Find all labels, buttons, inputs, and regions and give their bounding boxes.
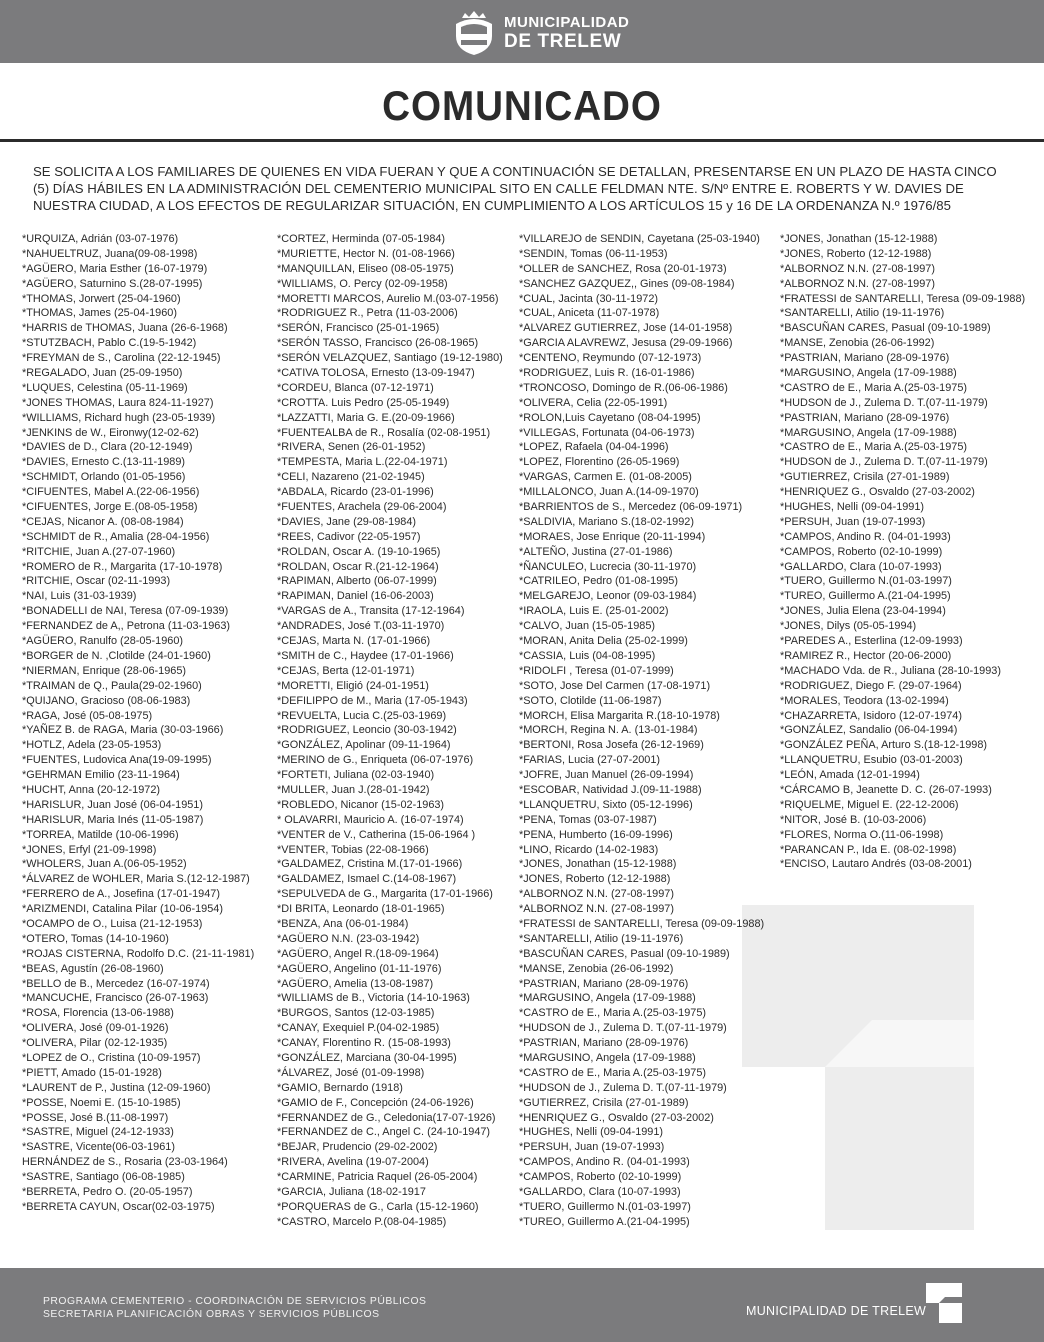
name-entry: *PASTRIAN, Mariano (28-09-1976): [519, 1037, 689, 1050]
name-entry: *HUGHES, Nelli (09-04-1991): [519, 1126, 664, 1139]
name-entry: *FERNANDEZ de A,, Petrona (11-03-1963): [22, 620, 231, 633]
name-entry: *ROSA, Florencia (13-06-1988): [22, 1007, 174, 1020]
name-entry: *HUGHES, Nelli (09-04-1991): [780, 501, 925, 514]
name-entry: *ÁLVAREZ, José (01-09-1998): [277, 1066, 425, 1079]
name-entry: *SASTRE, Santiago (06-08-1985): [22, 1171, 185, 1184]
name-entry: *PENA, Tomas (03-07-1987): [519, 813, 657, 826]
name-entry: *JONES THOMAS, Laura 824-11-1927): [22, 396, 214, 409]
name-entry: *PASTRIAN, Mariano (28-09-1976): [519, 977, 689, 990]
name-entry: *ROJAS CISTERNA, Rodolfo D.C. (21-11-1981): [22, 947, 255, 960]
name-entry: *TUERO, Guillermo N.(01-03-1997): [519, 1200, 691, 1213]
name-entry: *URQUIZA, Adrián (03-07-1976): [22, 233, 179, 245]
name-entry: *CASTRO de E., Maria A.(25-03-1975): [780, 441, 968, 454]
name-entry: *SCHMIDT, Orlando (01-05-1956): [22, 471, 186, 484]
name-entry: *RODRIGUEZ, Luis R. (16-01-1986): [519, 367, 695, 380]
name-entry: *PORQUERAS de G., Carla (15-12-1960): [277, 1200, 479, 1213]
name-entry: *AGÜERO, Angelino (01-11-1976): [277, 962, 442, 975]
name-entry: *FREYMAN de S., Carolina (22-12-1945): [22, 352, 221, 365]
name-entry: *ÑANCULEO, Lucrecia (30-11-1970): [519, 560, 697, 573]
name-entry: *RODRIGUEZ, Diego F. (29-07-1964): [780, 679, 962, 692]
name-entry: *BEAS, Agustín (26-08-1960): [22, 962, 164, 975]
name-entry: *GUTIERREZ, Crisila (27-01-1989): [519, 1096, 689, 1109]
name-entry: *SOTO, Clotilde (11-06-1987): [519, 694, 662, 707]
name-entry: *REGALADO, Juan (25-09-1950): [22, 367, 183, 380]
name-entry: *HUDSON de J., Zulema D. T.(07-11-1979): [519, 1081, 727, 1094]
name-entry: *TUREO, Guillermo A.(21-04-1995): [780, 590, 951, 603]
name-entry: *MARGUSINO, Angela (17-09-1988): [519, 992, 696, 1005]
name-entry: *TUREO, Guillermo A.(21-04-1995): [519, 1215, 690, 1228]
name-entry: *NIERMAN, Enrique (28-06-1965): [22, 664, 187, 677]
name-entry: *FUENTES, Arachela (29-06-2004): [277, 501, 447, 514]
name-entry: *NITOR, José B. (10-03-2006): [780, 813, 927, 826]
name-entry: *WILLIAMS de B., Victoria (14-10-1963): [277, 992, 470, 1005]
name-entry: *CORTEZ, Herminda (07-05-1984): [277, 233, 446, 245]
name-entry: *SCHMIDT de R., Amalia (28-04-1956): [22, 530, 210, 543]
name-entry: *CUAL, Jacinta (30-11-1972): [519, 292, 659, 305]
names-column-4: [780, 232, 1025, 872]
name-entry: *HUCHT, Anna (20-12-1972): [22, 783, 161, 796]
name-entry: *DEFILIPPO de M., Maria (17-05-1943): [277, 694, 468, 707]
name-entry: *AGÜERO, Maria Esther (16-07-1979): [22, 262, 208, 275]
name-entry: *RAPIMAN, Alberto (06-07-1999): [277, 575, 437, 588]
name-entry: *CASTRO de E., Maria A.(25-03-1975): [780, 381, 968, 394]
name-entry: *WILLIAMS, Richard hugh (23-05-1939): [22, 411, 216, 424]
name-entry: *PENA, Humberto (16-09-1996): [519, 828, 673, 841]
name-entry: *JENKINS de W., Eironwy(12-02-62): [22, 426, 199, 439]
name-entry: *IRAOLA, Luis E. (25-01-2002): [519, 605, 669, 618]
name-entry: *STUTZBACH, Pablo C.(19-5-1942): [22, 337, 197, 350]
name-entry: *WILLIAMS, O. Percy (02-09-1958): [277, 277, 448, 290]
names-column-1: [22, 232, 254, 1215]
name-entry: *FRATESSI de SANTARELLI, Teresa (09-09-1988): [519, 917, 765, 930]
trelew-t-watermark-icon: [742, 905, 974, 1230]
name-entry: *MURIETTE, Hector N. (01-08-1966): [277, 247, 455, 260]
footer-line1: PROGRAMA CEMENTERIO - COORDINACIÓN DE SERVICIOS PÚBLICOS: [43, 1296, 427, 1307]
name-entry: *CASTRO, Marcelo P.(08-04-1985): [277, 1215, 447, 1228]
name-entry: *CANAY, Exequiel P.(04-02-1985): [277, 1022, 440, 1035]
name-entry: *SERÓN VELAZQUEZ, Santiago (19-12-1980): [277, 352, 503, 365]
header-bar: [0, 0, 1044, 63]
name-entry: *VARGAS de A., Transita (17-12-1964): [277, 605, 465, 618]
names-column-2: [277, 232, 503, 1230]
name-entry: *BEJAR, Prudencio (29-02-2002): [277, 1141, 438, 1154]
name-entry: *OCAMPO de O., Luisa (21-12-1953): [22, 917, 203, 930]
name-entry: *GALLARDO, Clara (10-07-1993): [780, 560, 942, 573]
name-entry: *HOTLZ, Adela (23-05-1953): [22, 739, 162, 752]
name-entry: *NAI, Luis (31-03-1939): [22, 590, 137, 603]
names-column-3: [519, 232, 764, 1230]
name-entry: *BORGER de N. ,Clotilde (24-01-1960): [22, 649, 211, 662]
name-entry: *RITCHIE, Oscar (02-11-1993): [22, 575, 171, 588]
name-entry: *GONZÁLEZ, Marciana (30-04-1995): [277, 1051, 457, 1064]
name-entry: *MORETTI MARCOS, Aurelio M.(03-07-1956): [277, 292, 499, 305]
name-entry: *SALDIVIA, Mariano S.(18-02-1992): [519, 515, 694, 528]
name-entry: *HENRIQUEZ G., Osvaldo (27-03-2002): [519, 1111, 714, 1124]
name-entry: *PARANCAN P., Ida E. (08-02-1998): [780, 843, 957, 856]
name-entry: *ANDRADES, José T.(03-11-1970): [277, 620, 445, 633]
name-entry: *MORCH, Elisa Margarita R.(18-10-1978): [519, 709, 720, 722]
name-entry: *REES, Cadivor (22-05-1957): [277, 530, 421, 543]
name-entry: HERNÁNDEZ de S., Rosaria (23-03-1964): [22, 1156, 228, 1169]
header-line2: DE TRELEW: [504, 31, 622, 52]
name-entry: *LLANQUETRU, Esubio (03-01-2003): [780, 754, 963, 767]
name-entry: *LINO, Ricardo (14-02-1983): [519, 843, 659, 856]
name-entry: *TORREA, Matilde (10-06-1996): [22, 828, 179, 841]
name-entry: *HARISLUR, Juan José (06-04-1951): [22, 798, 203, 811]
name-entry: *CUAL, Aniceta (11-07-1978): [519, 307, 660, 320]
name-entry: *RAPIMAN, Daniel (16-06-2003): [277, 590, 434, 603]
name-entry: *DAVIES, Ernesto C.(13-11-1989): [22, 456, 186, 469]
name-entry: *AGÜERO N.N. (23-03-1942): [277, 932, 420, 945]
name-entry: *TUERO, Guillermo N.(01-03-1997): [780, 575, 952, 588]
name-entry: *SASTRE, Vicente(06-03-1961): [22, 1141, 175, 1154]
name-entry: *POSSE, Noemi E. (15-10-1985): [22, 1096, 181, 1109]
name-entry: *VILLAREJO de SENDIN, Cayetana (25-03-1940): [519, 233, 760, 245]
name-entry: *FLORES, Norma O.(11-06-1998): [780, 828, 944, 841]
name-entry: *AGÜERO, Angel R.(18-09-1964): [277, 947, 439, 960]
name-entry: *MORETTI, Eligió (24-01-1951): [277, 679, 429, 692]
name-entry: *MANSE, Zenobia (26-06-1992): [519, 962, 674, 975]
name-entry: *LUQUES, Celestina (05-11-1969): [22, 381, 188, 394]
name-entry: *RIVERA, Avelina (19-07-2004): [277, 1156, 429, 1169]
name-entry: *FERNANDEZ de G., Celedonia(17-07-1926): [277, 1111, 496, 1124]
name-entry: *SERÓN TASSO, Francisco (26-08-1965): [277, 337, 479, 350]
name-entry: *AGÜERO, Saturnino S.(28-07-1995): [22, 277, 203, 290]
name-entry: *TEMPESTA, Maria L.(22-04-1971): [277, 456, 448, 469]
name-entry: *RAGA, José (05-08-1975): [22, 709, 153, 722]
name-entry: *VENTER de V., Catherina (15-06-1964 ): [277, 828, 476, 841]
name-entry: *ROLDAN, Oscar A. (19-10-1965): [277, 545, 441, 558]
name-entry: *CHAZARRETA, Isidoro (12-07-1974): [780, 709, 962, 722]
name-entry: *JONES, Dilys (05-05-1994): [780, 620, 917, 633]
name-entry: *HUDSON de J., Zulema D. T.(07-11-1979): [780, 456, 988, 469]
name-entry: *GALDAMEZ, Cristina M.(17-01-1966): [277, 858, 463, 871]
name-entry: *MANQUILLAN, Eliseo (08-05-1975): [277, 262, 454, 275]
name-entry: *AGÜERO, Amelia (13-08-1987): [277, 977, 434, 990]
name-entry: *CAMPOS, Roberto (02-10-1999): [519, 1171, 682, 1184]
name-entry: *SASTRE, Miguel (24-12-1933): [22, 1126, 174, 1139]
name-entry: *BERTONI, Rosa Josefa (26-12-1969): [519, 739, 704, 752]
name-entry: *ROBLEDO, Nicanor (15-02-1963): [277, 798, 445, 811]
name-entry: *ALBORNOZ N.N. (27-08-1997): [780, 262, 935, 275]
name-entry: *SMITH de C., Haydee (17-01-1966): [277, 649, 454, 662]
name-entry: *CIFUENTES, Mabel A.(22-06-1956): [22, 486, 200, 499]
footer-line2: SECRETARIA PLANIFICACIÓN OBRAS Y SERVICIOS PÚBLICOS: [43, 1309, 380, 1320]
intro-paragraph: SE SOLICITA A LOS FAMILIARES DE QUIENES EN VIDA FUERAN Y QUE A CONTINUACIÓN SE DETALLAN, PRESENTARSE EN UN PLAZO DE HASTA CINCO (5) DÍAS HÁBILES EN LA ADMINISTRACIÓN DEL CEMENTERIO MUNICIPAL SITO EN CALLE FELDMAN NTE. S/Nº ENTRE E. ROBERTS Y W. DAVIES DE NUESTRA CIUDAD, A LOS EFECTOS DE REGULARIZAR SITUACIÓN, EN CUMPLIMIENTO A LOS ARTÍCULOS 15 y 16 DE LA ORDENANZA N.º 1976/85: [33, 164, 997, 213]
name-entry: *VILLEGAS, Fortunata (04-06-1973): [519, 426, 695, 439]
name-entry: *CENTENO, Reymundo (07-12-1973): [519, 352, 702, 365]
header-line1: MUNICIPALIDAD: [504, 14, 630, 31]
name-entry: *RIQUELME, Miguel E. (22-12-2006): [780, 798, 959, 811]
name-entry: *PERSUH, Juan (19-07-1993): [519, 1141, 665, 1154]
name-entry: *MORAES, Jose Enrique (20-11-1994): [519, 530, 706, 543]
name-entry: *LAZZATTI, Maria G. E.(20-09-1966): [277, 411, 455, 424]
name-entry: *GONZÁLEZ, Apolinar (09-11-1964): [277, 739, 451, 752]
name-entry: *RIDOLFI , Teresa (01-07-1999): [519, 664, 674, 677]
name-entry: *BONADELLI de NAI, Teresa (07-09-1939): [22, 605, 229, 618]
name-entry: *CIFUENTES, Jorge E.(08-05-1958): [22, 501, 198, 514]
name-entry: *FERRERO de A., Josefina (17-01-1947): [22, 888, 220, 901]
name-entry: *MANSE, Zenobia (26-06-1992): [780, 337, 935, 350]
name-entry: *FUENTEALBA de R., Rosalía (02-08-1951): [277, 426, 491, 439]
name-entry: *CAMPOS, Andino R. (04-01-1993): [519, 1156, 690, 1169]
name-entry: *GUTIERREZ, Crisila (27-01-1989): [780, 471, 950, 484]
name-entry: *GALDAMEZ, Ismael C.(14-08-1967): [277, 873, 457, 886]
name-entry: *BURGOS, Santos (12-03-1985): [277, 1007, 435, 1020]
name-entry: *FORTETI, Juliana (02-03-1940): [277, 769, 435, 782]
name-entry: *OLLER de SANCHEZ, Rosa (20-01-1973): [519, 262, 727, 275]
name-entry: *MORCH, Regina N. A. (13-01-1984): [519, 724, 698, 737]
name-entry: *ROMERO de R., Margarita (17-10-1978): [22, 560, 223, 573]
name-entry: *MARGUSINO, Angela (17-09-1988): [519, 1051, 696, 1064]
name-entry: *BASCUÑAN CARES, Pasual (09-10-1989): [519, 947, 730, 960]
name-entry: *CALVO, Juan (15-05-1985): [519, 620, 656, 633]
name-entry: *SENDIN, Tomas (06-11-1953): [519, 247, 668, 260]
name-entry: *CATRILEO, Pedro (01-08-1995): [519, 575, 678, 588]
name-entry: *PASTRIAN, Mariano (28-09-1976): [780, 352, 950, 365]
name-entry: *ABDALA, Ricardo (23-01-1996): [277, 486, 434, 499]
name-entry: *RITCHIE, Juan A.(27-07-1960): [22, 545, 176, 558]
name-entry: *CATIVA TOLOSA, Ernesto (13-09-1947): [277, 367, 475, 380]
name-entry: *OLIVERA, Pilar (02-12-1935): [22, 1037, 168, 1050]
page-title: COMUNICADO: [382, 82, 662, 129]
name-entry: *DAVIES, Jane (29-08-1984): [277, 515, 417, 528]
name-entry: *JOFRE, Juan Manuel (26-09-1994): [519, 769, 694, 782]
name-entry: *ESCOBAR, Natividad J.(09-11-1988): [519, 783, 702, 796]
name-entry: *REVUELTA, Lucia C.(25-03-1969): [277, 709, 447, 722]
name-entry: *PIETT, Amado (15-01-1928): [22, 1066, 162, 1079]
name-entry: *MULLER, Juan J.(28-01-1942): [277, 783, 430, 796]
name-entry: *BENZA, Ana (06-01-1984): [277, 917, 409, 930]
name-entry: *BASCUÑAN CARES, Pasual (09-10-1989): [780, 322, 991, 335]
name-entry: *GARCIA ALAVREWZ, Jesusa (29-09-1966): [519, 337, 733, 350]
name-entry: *THOMAS, Jorwert (25-04-1960): [22, 292, 181, 305]
name-entry: *ROLDAN, Oscar R.(21-12-1964): [277, 560, 439, 573]
name-entry: *GONZÁLEZ, Sandalio (06-04-1994): [780, 724, 958, 737]
name-entry: *CORDEU, Blanca (07-12-1971): [277, 381, 434, 394]
name-entry: *HARISLUR, Maria Inés (11-05-1987): [22, 813, 204, 826]
name-entry: *TRAIMAN de Q., Paula(29-02-1960): [22, 679, 202, 692]
name-entry: *SANTARELLI, Atilio (19-11-1976): [780, 307, 945, 320]
name-entry: *BELLO de B., Mercedez (16-07-1974): [22, 977, 210, 990]
name-entry: *LAURENT de P., Justina (12-09-1960): [22, 1081, 211, 1094]
name-entry: *MACHADO Vda. de R., Juliana (28-10-1993): [780, 664, 1001, 677]
name-entry: *MORALES, Teodora (13-02-1994): [780, 694, 949, 707]
name-entry: *CELI, Nazareno (21-02-1945): [277, 471, 425, 484]
name-entry: *CAMPOS, Roberto (02-10-1999): [780, 545, 943, 558]
name-entry: *MARGUSINO, Angela (17-09-1988): [780, 367, 957, 380]
name-entry: *POSSE, José B.(11-08-1997): [22, 1111, 169, 1124]
name-entry: *DAVIES de D., Clara (20-12-1949): [22, 441, 193, 454]
name-entry: *HARRIS de THOMAS, Juana (26-6-1968): [22, 322, 228, 335]
name-entry: *JONES, Jonathan (15-12-1988): [519, 858, 677, 871]
name-entry: *CASTRO de E., Maria A.(25-03-1975): [519, 1007, 707, 1020]
name-entry: *DI BRITA, Leonardo (18-01-1965): [277, 903, 445, 916]
name-entry: *FERNANDEZ de C., Angel C. (24-10-1947): [277, 1126, 491, 1139]
name-entry: *LEÓN, Amada (12-01-1994): [780, 769, 920, 782]
name-entry: *ALTEÑO, Justina (27-01-1986): [519, 545, 673, 558]
name-entry: *ALVAREZ GUTIERREZ, Jose (14-01-1958): [519, 322, 733, 335]
name-entry: *JONES, Roberto (12-12-1988): [780, 247, 932, 260]
name-entry: *CEJAS, Marta N. (17-01-1966): [277, 635, 431, 648]
name-entry: *JONES, Julia Elena (23-04-1994): [780, 605, 946, 618]
name-entry: *THOMAS, James (25-04-1960): [22, 307, 177, 320]
name-entry: *LOPEZ, Florentino (26-05-1969): [519, 456, 680, 469]
name-entry: *JONES, Roberto (12-12-1988): [519, 873, 671, 886]
name-entry: *SANCHEZ GAZQUEZ,, Gines (09-08-1984): [519, 277, 735, 290]
name-entry: *QUIJANO, Gracioso (08-06-1983): [22, 694, 191, 707]
name-entry: *ÁLVAREZ de WOHLER, Maria S.(12-12-1987): [22, 873, 250, 886]
name-entry: *MANCUCHE, Francisco (26-07-1963): [22, 992, 209, 1005]
name-entry: *OLIVERA, Celia (22-05-1991): [519, 396, 668, 409]
name-entry: *CAMPOS, Andino R. (04-01-1993): [780, 530, 951, 543]
name-entry: *OTERO, Tomas (14-10-1960): [22, 932, 169, 945]
name-entry: *SEPULVEDA de G., Margarita (17-01-1966): [277, 888, 493, 901]
name-entry: *ALBORNOZ N.N. (27-08-1997): [519, 888, 674, 901]
name-entry: *PASTRIAN, Mariano (28-09-1976): [780, 411, 950, 424]
name-entry: *OLIVERA, José (09-01-1926): [22, 1022, 169, 1035]
name-entry: *YAÑEZ B. de RAGA, Maria (30-03-1966): [22, 724, 224, 737]
municipal-logo: [453, 10, 629, 56]
name-entry: *VARGAS, Carmen E. (01-08-2005): [519, 471, 692, 484]
name-entry: *MORAN, Anita Delia (25-02-1999): [519, 635, 688, 648]
name-entry: *HUDSON de J., Zulema D. T.(07-11-1979): [519, 1022, 727, 1035]
name-entry: *VENTER, Tobias (22-08-1966): [277, 843, 429, 856]
name-entry: *BERRETA CAYUN, Oscar(02-03-1975): [22, 1200, 215, 1213]
name-entry: *MELGAREJO, Leonor (09-03-1984): [519, 590, 697, 603]
name-entry: *HENRIQUEZ G., Osvaldo (27-03-2002): [780, 486, 975, 499]
name-entry: *GARCIA, Juliana (18-02-1917: [277, 1186, 426, 1198]
name-entry: *LLANQUETRU, Sixto (05-12-1996): [519, 798, 693, 811]
name-entry: *BERRETA, Pedro O. (20-05-1957): [22, 1186, 193, 1198]
name-entry: *MARGUSINO, Angela (17-09-1988): [780, 426, 957, 439]
name-entry: *LOPEZ de O., Cristina (10-09-1957): [22, 1051, 201, 1064]
name-entry: *WHOLERS, Juan A.(06-05-1952): [22, 858, 187, 871]
name-entry: *CEJAS, Berta (12-01-1971): [277, 664, 415, 677]
footer-credits: [43, 1295, 426, 1321]
name-entry: *MERINO de G., Enriqueta (06-07-1976): [277, 754, 474, 767]
name-entry: *FARIAS, Lucia (27-07-2001): [519, 754, 661, 767]
name-entry: *CANAY, Florentino R. (15-08-1993): [277, 1037, 451, 1050]
name-entry: *BARRIENTOS de S., Mercedez (06-09-1971): [519, 501, 743, 514]
name-entry: *PERSUH, Juan (19-07-1993): [780, 515, 926, 528]
name-entry: *RIVERA, Senen (26-01-1952): [277, 441, 426, 454]
name-entry: *ALBORNOZ N.N. (27-08-1997): [780, 277, 935, 290]
name-entry: *HUDSON de J., Zulema D. T.(07-11-1979): [780, 396, 988, 409]
name-entry: *NAHUELTRUZ, Juana(09-08-1998): [22, 247, 198, 260]
name-entry: *FRATESSI de SANTARELLI, Teresa (09-09-1988): [780, 292, 1026, 305]
name-entry: *JONES, Erfyl (21-09-1998): [22, 843, 157, 856]
name-entry: *ALBORNOZ N.N. (27-08-1997): [519, 903, 674, 916]
name-entry: *GEHRMAN Emilio (23-11-1964): [22, 769, 180, 782]
name-entry: *MILLALONCO, Juan A.(14-09-1970): [519, 486, 699, 499]
name-entry: *SANTARELLI, Atilio (19-11-1976): [519, 932, 684, 945]
footer-brand: MUNICIPALIDAD DE TRELEW: [746, 1304, 927, 1318]
name-entry: *CEJAS, Nicanor A. (08-08-1984): [22, 515, 184, 528]
name-entry: *LOPEZ, Rafaela (04-04-1996): [519, 441, 669, 454]
name-entry: *ARIZMENDI, Catalina Pilar (10-06-1954): [22, 903, 223, 916]
name-entry: *CASSIA, Luis (04-08-1995): [519, 649, 656, 662]
name-entry: *ROLON,Luis Cayetano (08-04-1995): [519, 411, 701, 424]
name-entry: *CROTTA. Luis Pedro (25-05-1949): [277, 396, 450, 409]
name-entry: *ENCISO, Lautaro Andrés (03-08-2001): [780, 858, 972, 871]
footer-bar: [0, 1268, 1044, 1342]
name-entry: *RODRIGUEZ, Leoncio (30-03-1942): [277, 724, 457, 737]
name-entry: * OLAVARRI, Mauricio A. (16-07-1974): [277, 813, 464, 826]
name-entry: *GAMIO, Bernardo (1918): [277, 1081, 403, 1094]
name-entry: *CÁRCAMO B, Jeanette D. C. (26-07-1993): [780, 783, 992, 796]
name-entry: *RAMIREZ R., Hector (20-06-2000): [780, 649, 952, 662]
trelew-t-logo-icon: [926, 1283, 962, 1323]
name-entry: *JONES, Jonathan (15-12-1988): [780, 233, 938, 245]
municipal-seal-icon: [453, 10, 495, 56]
title-divider: [0, 139, 1044, 142]
name-entry: *CARMINE, Patricia Raquel (26-05-2004): [277, 1171, 478, 1184]
name-entry: *RODRIGUEZ R., Petra (11-03-2006): [277, 307, 458, 320]
name-entry: *CASTRO de E., Maria A.(25-03-1975): [519, 1066, 707, 1079]
name-entry: *GALLARDO, Clara (10-07-1993): [519, 1186, 681, 1198]
name-entry: *SERÓN, Francisco (25-01-1965): [277, 322, 440, 335]
name-entry: *AGÜERO, Ranulfo (28-05-1960): [22, 635, 184, 648]
name-entry: *GAMIO de F., Concepción (24-06-1926): [277, 1096, 474, 1109]
name-entry: *GONZÁLEZ PEÑA, Arturo S.(18-12-1998): [780, 739, 988, 752]
name-entry: *FUENTES, Ludovica Ana(19-09-1995): [22, 754, 212, 767]
name-entry: *SOTO, Jose Del Carmen (17-08-1971): [519, 679, 711, 692]
name-entry: *PAREDES A., Esterlina (12-09-1993): [780, 635, 963, 648]
name-entry: *TRONCOSO, Domingo de R.(06-06-1986): [519, 381, 728, 394]
